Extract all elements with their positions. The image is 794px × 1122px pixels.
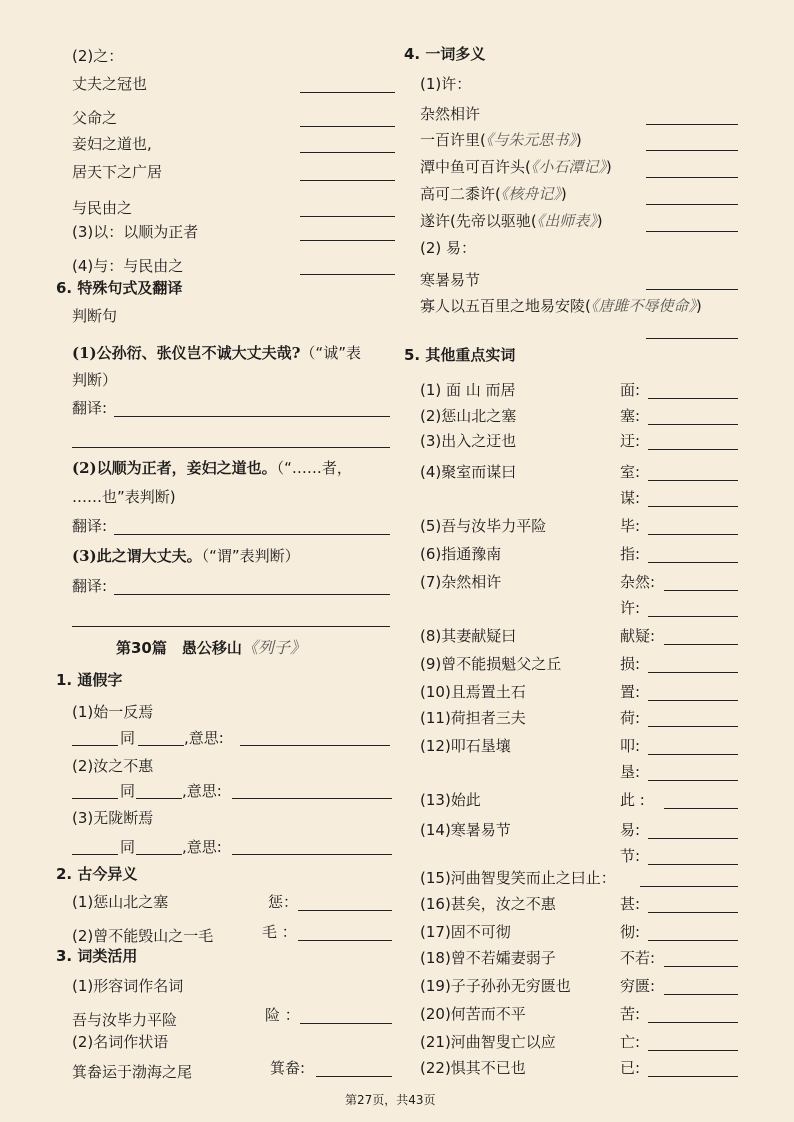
key-word-label: 此 : bbox=[620, 791, 645, 809]
tong-label: 同 bbox=[120, 729, 136, 747]
key-word-sentence: (4)聚室而谋曰 bbox=[420, 463, 517, 481]
answer-line[interactable] bbox=[138, 745, 184, 746]
answer-line[interactable] bbox=[240, 745, 390, 746]
item-yi: (3)以：以顺为正者 bbox=[72, 223, 199, 241]
huoyong-1: (1)形容词作名词 bbox=[72, 977, 184, 995]
key-word-sentence: (1) 面 山 而居 bbox=[420, 381, 516, 399]
gujin-1-word: 惩： bbox=[268, 893, 299, 911]
answer-line[interactable] bbox=[300, 240, 395, 241]
xu-label: (1)许： bbox=[420, 75, 472, 93]
key-word-label: 塞: bbox=[620, 407, 641, 425]
key-word-label: 损: bbox=[620, 655, 641, 673]
key-word-sentence: (18)曾不若孀妻弱子 bbox=[420, 949, 556, 967]
item-zhi-label: (2)之： bbox=[72, 47, 124, 65]
item-zhi-4: 居天下之广居 bbox=[72, 163, 163, 181]
key-word-label: 彻: bbox=[620, 923, 641, 941]
key-word-sentence: (16)甚矣，汝之不惠 bbox=[420, 895, 556, 913]
huoyong-2: (2)名词作状语 bbox=[72, 1033, 169, 1051]
section-5-title: 5. 其他重点实词 bbox=[404, 346, 516, 364]
section-1-title: 1. 通假字 bbox=[56, 671, 123, 689]
answer-line[interactable] bbox=[316, 1076, 392, 1077]
answer-line[interactable] bbox=[648, 616, 738, 617]
tongjia-2: (2)汝之不惠 bbox=[72, 757, 154, 775]
question-1-note: 判断） bbox=[72, 371, 118, 389]
question-2: (2)以顺为正者，妾妇之道也。（“……者， bbox=[72, 459, 352, 477]
answer-line[interactable] bbox=[648, 726, 738, 727]
key-word-label: 许: bbox=[620, 599, 641, 617]
answer-line[interactable] bbox=[646, 124, 738, 125]
key-word-label: 亡: bbox=[620, 1033, 641, 1051]
xu-3: 潭中鱼可百许头(《小石潭记》) bbox=[420, 158, 612, 176]
meaning-label: ,意思: bbox=[184, 729, 224, 747]
answer-line[interactable] bbox=[298, 940, 392, 941]
answer-line[interactable] bbox=[664, 994, 738, 995]
section-2-title: 2. 古今异义 bbox=[56, 865, 138, 883]
answer-line[interactable] bbox=[72, 745, 118, 746]
translation-line[interactable] bbox=[114, 594, 390, 595]
yi-2: 寡人以五百里之地易安陵(《唐雎不辱使命》) bbox=[420, 297, 702, 315]
key-word-label: 迂: bbox=[620, 432, 641, 450]
question-1: (1)公孙衍、张仪岂不诚大丈夫哉?（“诚”表 bbox=[72, 344, 361, 362]
xu-4: 高可二黍许(《核舟记》) bbox=[420, 185, 567, 203]
answer-line[interactable] bbox=[664, 808, 738, 809]
xu-2: 一百许里(《与朱元思书》) bbox=[420, 131, 582, 149]
key-word-label: 已: bbox=[620, 1059, 641, 1077]
answer-line[interactable] bbox=[648, 480, 738, 481]
xu-1: 杂然相许 bbox=[420, 105, 481, 123]
tongjia-1: (1)始一反焉 bbox=[72, 703, 154, 721]
gujin-1: (1)惩山北之塞 bbox=[72, 893, 169, 911]
key-word-sentence: (22)惧其不已也 bbox=[420, 1059, 526, 1077]
answer-line[interactable] bbox=[648, 940, 738, 941]
meaning-label: ,意思: bbox=[182, 838, 222, 856]
answer-line[interactable] bbox=[648, 398, 738, 399]
key-word-sentence: (21)河曲智叟亡以应 bbox=[420, 1033, 556, 1051]
answer-line[interactable] bbox=[646, 338, 738, 339]
key-word-label: 易: bbox=[620, 821, 641, 839]
key-word-sentence: (5)吾与汝毕力平险 bbox=[420, 517, 547, 535]
key-word-label: 毕: bbox=[620, 517, 641, 535]
key-word-label: 垦: bbox=[620, 763, 641, 781]
answer-line[interactable] bbox=[300, 1023, 392, 1024]
key-word-sentence: (15)河曲智叟笑而止之曰止： bbox=[420, 869, 616, 887]
translation-line[interactable] bbox=[114, 416, 390, 417]
key-word-label: 室: bbox=[620, 463, 641, 481]
key-word-label: 穷匮: bbox=[620, 977, 656, 995]
gujin-2-word: 毛 ： bbox=[262, 923, 297, 941]
key-word-sentence: (9)曾不能损魁父之丘 bbox=[420, 655, 562, 673]
key-word-label: 献疑: bbox=[620, 627, 656, 645]
key-word-label: 面: bbox=[620, 381, 641, 399]
key-word-sentence: (6)指通豫南 bbox=[420, 545, 502, 563]
key-word-sentence: (14)寒暑易节 bbox=[420, 821, 511, 839]
answer-line[interactable] bbox=[136, 854, 182, 855]
key-word-label: 荷: bbox=[620, 709, 641, 727]
answer-line[interactable] bbox=[648, 506, 738, 507]
key-word-sentence: (7)杂然相许 bbox=[420, 573, 502, 591]
answer-line[interactable] bbox=[664, 966, 738, 967]
answer-line[interactable] bbox=[298, 910, 392, 911]
answer-line[interactable] bbox=[648, 754, 738, 755]
huoyong-1-word: 险 ： bbox=[265, 1006, 300, 1024]
answer-line[interactable] bbox=[300, 274, 395, 275]
answer-line[interactable] bbox=[664, 590, 738, 591]
translate-label: 翻译: bbox=[72, 577, 108, 595]
item-zhi-5: 与民由之 bbox=[72, 199, 133, 217]
page-number: 第27页，共43页 bbox=[345, 1093, 436, 1107]
answer-line[interactable] bbox=[136, 798, 182, 799]
key-word-sentence: (19)子子孙孙无穷匮也 bbox=[420, 977, 571, 995]
answer-line[interactable] bbox=[648, 672, 738, 673]
huoyong-1-sentence: 吾与汝毕力平险 bbox=[72, 1011, 178, 1029]
key-word-sentence: (2)惩山北之塞 bbox=[420, 407, 517, 425]
answer-line[interactable] bbox=[300, 216, 395, 217]
key-word-sentence: (20)何苦而不平 bbox=[420, 1005, 526, 1023]
answer-line[interactable] bbox=[648, 838, 738, 839]
translate-label: 翻译: bbox=[72, 517, 108, 535]
key-word-label: 甚: bbox=[620, 895, 641, 913]
question-3: (3)此之谓大丈夫。（“谓”表判断） bbox=[72, 547, 300, 565]
gujin-2: (2)曾不能毁山之一毛 bbox=[72, 927, 214, 945]
answer-line[interactable] bbox=[646, 289, 738, 290]
key-word-label: 指: bbox=[620, 545, 641, 563]
judge-sentence-label: 判断句 bbox=[72, 307, 118, 325]
tong-label: 同 bbox=[120, 782, 136, 800]
lesson-title: 第30篇 愚公移山《列子》 bbox=[116, 638, 306, 657]
answer-line[interactable] bbox=[648, 424, 738, 425]
answer-line[interactable] bbox=[646, 231, 738, 232]
answer-line[interactable] bbox=[648, 1050, 738, 1051]
key-word-sentence: (13)始此 bbox=[420, 791, 481, 809]
answer-line[interactable] bbox=[640, 886, 738, 887]
question-2-note: ……也”表判断) bbox=[72, 488, 176, 506]
key-word-sentence: (3)出入之迂也 bbox=[420, 432, 517, 450]
answer-line[interactable] bbox=[648, 700, 738, 701]
key-word-label: 苦: bbox=[620, 1005, 641, 1023]
key-word-label: 杂然: bbox=[620, 573, 656, 591]
key-word-sentence: (11)荷担者三夫 bbox=[420, 709, 526, 727]
key-word-label: 置: bbox=[620, 683, 641, 701]
section-3-title: 3. 词类活用 bbox=[56, 947, 138, 965]
item-zhi-2: 父命之 bbox=[72, 109, 118, 127]
answer-line[interactable] bbox=[648, 912, 738, 913]
answer-line[interactable] bbox=[648, 864, 738, 865]
tongjia-3: (3)无陇断焉 bbox=[72, 809, 154, 827]
answer-line[interactable] bbox=[300, 92, 395, 93]
key-word-sentence: (12)叩石垦壤 bbox=[420, 737, 511, 755]
answer-line[interactable] bbox=[300, 152, 395, 153]
answer-line[interactable] bbox=[648, 449, 738, 450]
key-word-label: 不若: bbox=[620, 949, 656, 967]
huoyong-2-sentence: 箕畚运于渤海之尾 bbox=[72, 1063, 193, 1081]
yi-label: (2) 易： bbox=[420, 239, 477, 257]
answer-line[interactable] bbox=[648, 1022, 738, 1023]
answer-line[interactable] bbox=[232, 854, 392, 855]
item-zhi-3: 妾妇之道也, bbox=[72, 135, 152, 153]
answer-line[interactable] bbox=[232, 798, 392, 799]
translation-line[interactable] bbox=[72, 626, 390, 627]
meaning-label: ,意思: bbox=[182, 782, 222, 800]
yi-1: 寒暑易节 bbox=[420, 271, 481, 289]
answer-line[interactable] bbox=[646, 177, 738, 178]
answer-line[interactable] bbox=[646, 204, 738, 205]
answer-line[interactable] bbox=[72, 854, 118, 855]
key-word-sentence: (10)且焉置土石 bbox=[420, 683, 526, 701]
answer-line[interactable] bbox=[646, 150, 738, 151]
answer-line[interactable] bbox=[648, 780, 738, 781]
section-4-title: 4. 一词多义 bbox=[404, 45, 486, 63]
item-yu: (4)与：与民由之 bbox=[72, 257, 184, 275]
huoyong-2-word: 箕畚: bbox=[270, 1059, 306, 1077]
answer-line[interactable] bbox=[664, 644, 738, 645]
translate-label: 翻译: bbox=[72, 399, 108, 417]
key-word-label: 谋: bbox=[620, 489, 641, 507]
xu-5: 遂许(先帝以驱驰(《出师表》) bbox=[420, 212, 603, 230]
key-word-label: 叩: bbox=[620, 737, 641, 755]
answer-line[interactable] bbox=[648, 534, 738, 535]
item-zhi-1: 丈夫之冠也 bbox=[72, 75, 148, 93]
answer-line[interactable] bbox=[300, 126, 395, 127]
key-word-sentence: (8)其妻献疑曰 bbox=[420, 627, 517, 645]
key-word-label: 节: bbox=[620, 847, 641, 865]
translation-line[interactable] bbox=[114, 534, 390, 535]
key-word-sentence: (17)固不可彻 bbox=[420, 923, 511, 941]
section-6-title: 6. 特殊句式及翻译 bbox=[56, 279, 183, 297]
translation-line[interactable] bbox=[72, 447, 390, 448]
tong-label: 同 bbox=[120, 838, 136, 856]
answer-line[interactable] bbox=[648, 562, 738, 563]
answer-line[interactable] bbox=[72, 798, 118, 799]
answer-line[interactable] bbox=[648, 1076, 738, 1077]
answer-line[interactable] bbox=[300, 180, 395, 181]
